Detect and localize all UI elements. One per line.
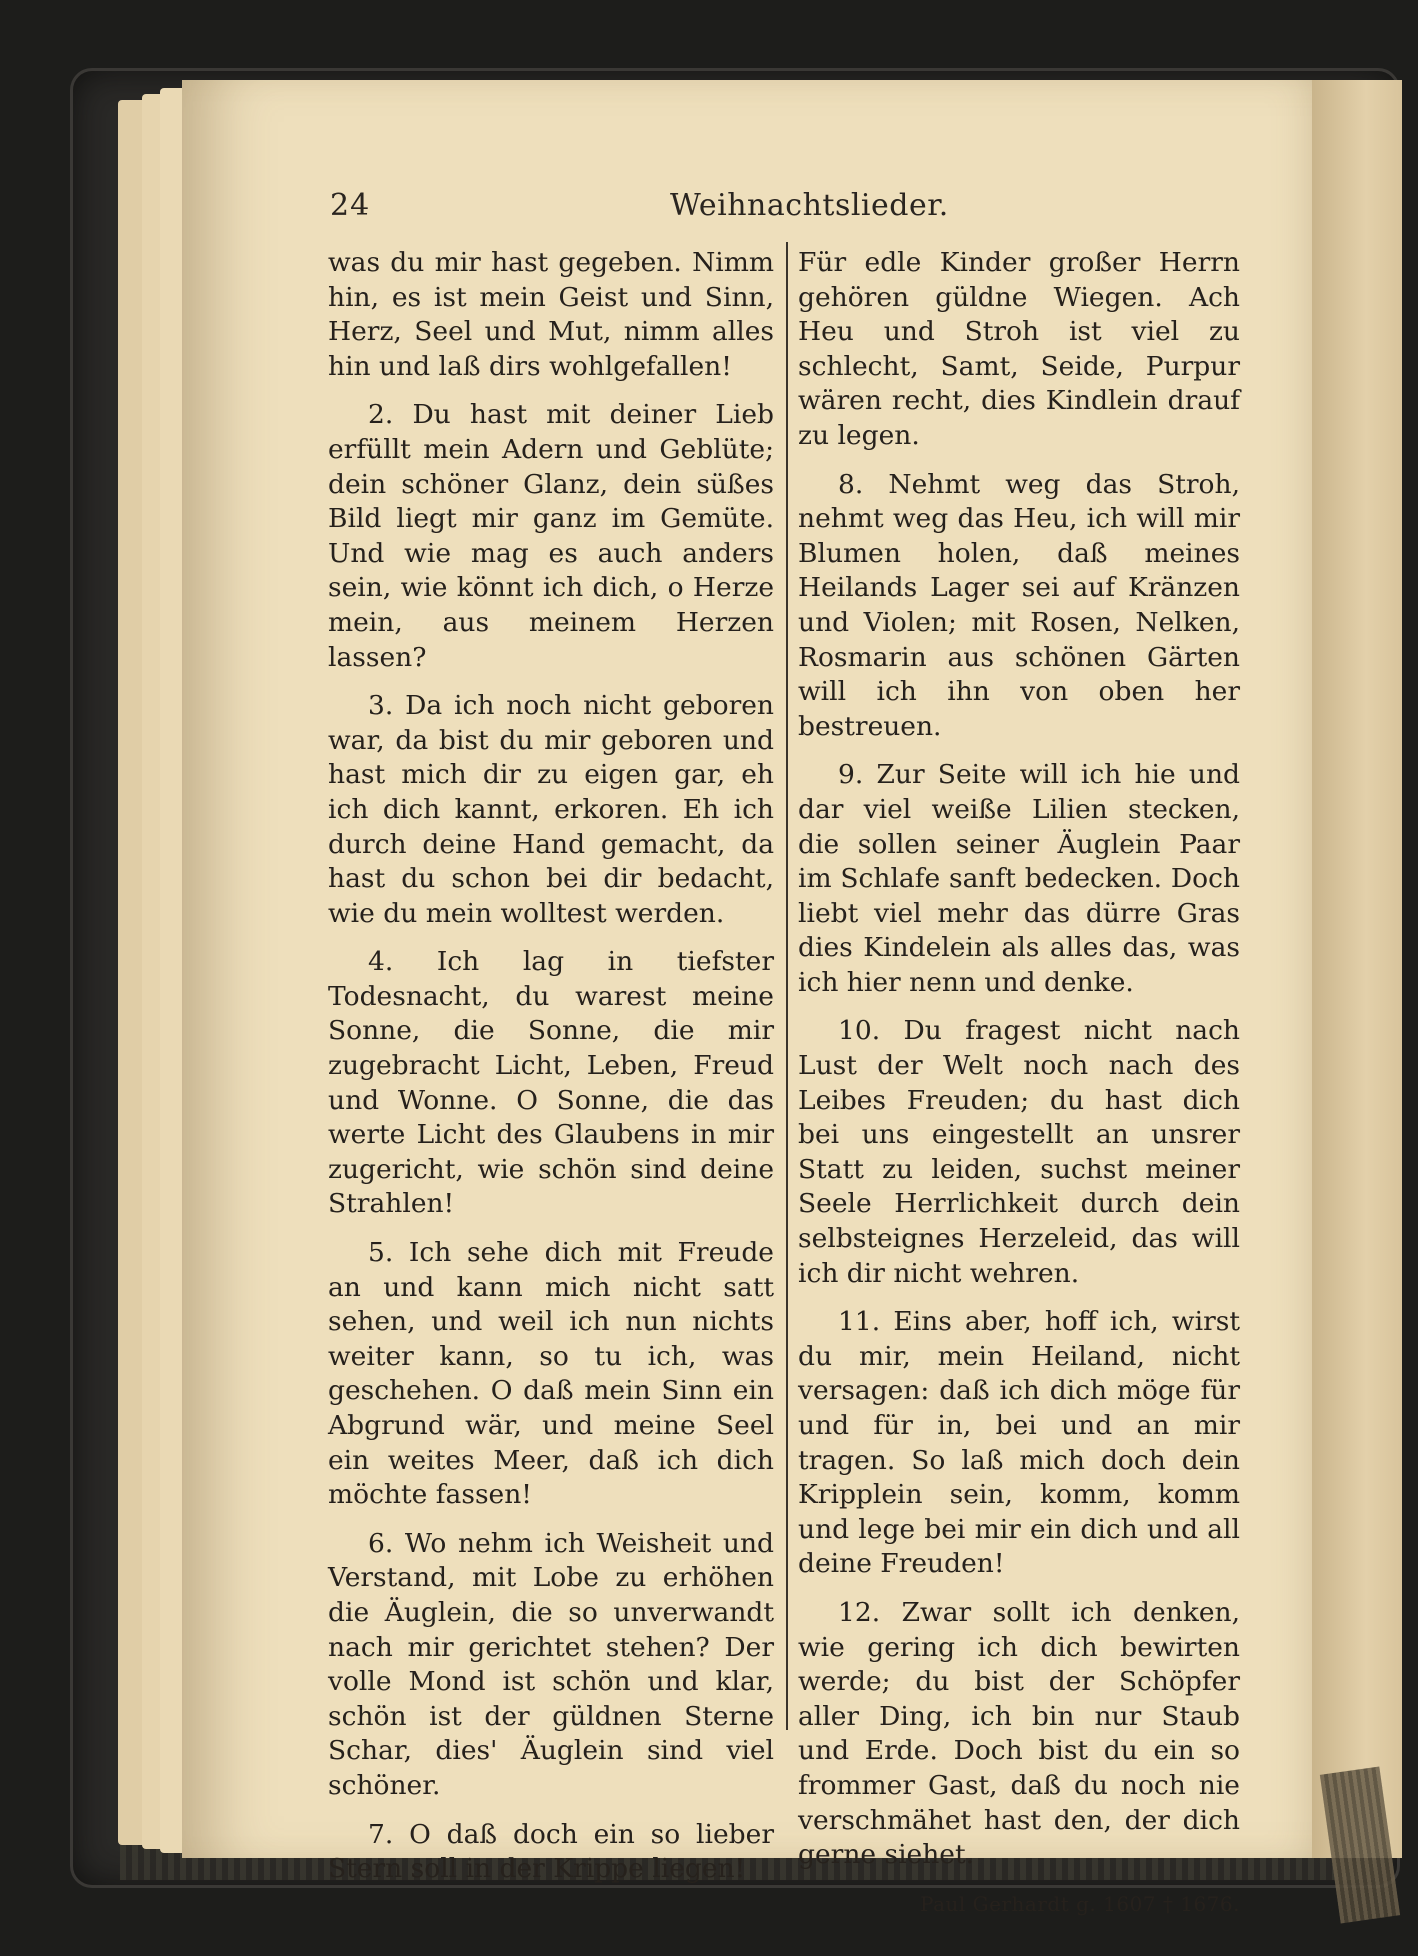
facing-page-edge (1312, 80, 1402, 1858)
verse-5: 5. Ich sehe dich mit Freude an und kann mich nicht satt sehen, und weil ich nun nichts weiter kann, so tu ich, was geschehen. O daß mein Sinn ein Abgrund wär, und meine Seel ein weites Meer, daß ich dich möchte fassen! (328, 1237, 774, 1511)
author-attribution: Paul Gerhardt g. 1607 † 1676. (920, 1891, 1240, 1916)
verse-3: 3. Da ich noch nicht geboren war, da bist du mir geboren und hast mich dir zu eigen gar, eh ich dich kannt, erkoren. Eh ich durch deine Hand gemacht, da hast du schon bei dir bedacht, wie du mein wolltest werden. (328, 690, 774, 929)
running-title: Weihnachtslieder. (670, 188, 949, 223)
verse-7: 7. O daß doch ein so lieber Stern soll in der Krippe liegen! (328, 1818, 774, 1885)
column-divider (786, 242, 788, 1730)
verse-2: 2. Du hast mit deiner Lieb erfüllt mein Adern und Geblüte; dein schöner Glanz, dein süßes Bild liegt mir ganz im Gemüte. Und wie mag es auch anders sein, wie könnt ich dich, o Herze mein, aus meinem Herzen lassen? (328, 399, 774, 673)
page-header (330, 188, 1230, 234)
verse-4: 4. Ich lag in tiefster Todesnacht, du warest meine Sonne, die Sonne, die mir zugebracht Licht, Leben, Freud und Wonne. O Sonne, die das werte Licht des Glaubens in mir zugericht, wie schön sind deine Strahlen! (328, 946, 774, 1220)
verse-10: 10. Du fragest nicht nach Lust der Welt noch nach des Leibes Freuden; du hast dich bei uns eingestellt an unsrer Statt zu leiden, suchst meiner Seele Herrlichkeit durch dein selbsteignes Herzeleid, das will ich dir nicht wehren. (798, 1015, 1240, 1289)
left-column (328, 246, 774, 1901)
verse-8: 8. Nehmt weg das Stroh, nehmt weg das Heu, ich will mir Blumen holen, daß meines Heilands Lager sei auf Kränzen und Violen; mit Rosen, Nelken, Rosmarin aus schönen Gärten will ich ihn von oben her bestreuen. (798, 468, 1240, 742)
verse-continuation: was du mir hast gegeben. Nimm hin, es ist mein Geist und Sinn, Herz, Seel und Mut, nimm alles hin und laß dirs wohlgefallen! (328, 247, 774, 382)
verse-11: 11. Eins aber, hoff ich, wirst du mir, mein Heiland, nicht versagen: daß ich dich möge für und für in, bei und an mir tragen. So laß mich doch dein Kripplein sein, komm, komm und lege bei mir ein dich und all deine Freuden! (798, 1306, 1240, 1580)
page-number: 24 (330, 188, 371, 223)
right-column (798, 246, 1240, 1935)
verse-6: 6. Wo nehm ich Weisheit und Verstand, mit Lobe zu erhöhen die Äuglein, die so unverwandt nach mir gerichtet stehen? Der volle Mond ist schön und klar, schön ist der güldnen Sterne Schar, dies' Äuglein sind viel schöner. (328, 1527, 774, 1801)
verse-9: 9. Zur Seite will ich hie und dar viel weiße Lilien stecken, die sollen seiner Äuglein Paar im Schlafe sanft bedecken. Doch liebt viel mehr das dürre Gras dies Kindelein als alles das, was ich hier nenn und denke. (798, 759, 1240, 998)
verse-12: 12. Zwar sollt ich denken, wie gering ich dich bewirten werde; du bist der Schöpfer aller Ding, ich bin nur Staub und Erde. Doch bist du ein so frommer Gast, daß du noch nie verschmähet hast den, der dich gerne siehet. (798, 1596, 1240, 1871)
verse-continuation: Für edle Kinder großer Herrn gehören güldne Wiegen. Ach Heu und Stroh ist viel zu schlecht, Samt, Seide, Purpur wären recht, dies Kindlein drauf zu legen. (798, 247, 1240, 451)
